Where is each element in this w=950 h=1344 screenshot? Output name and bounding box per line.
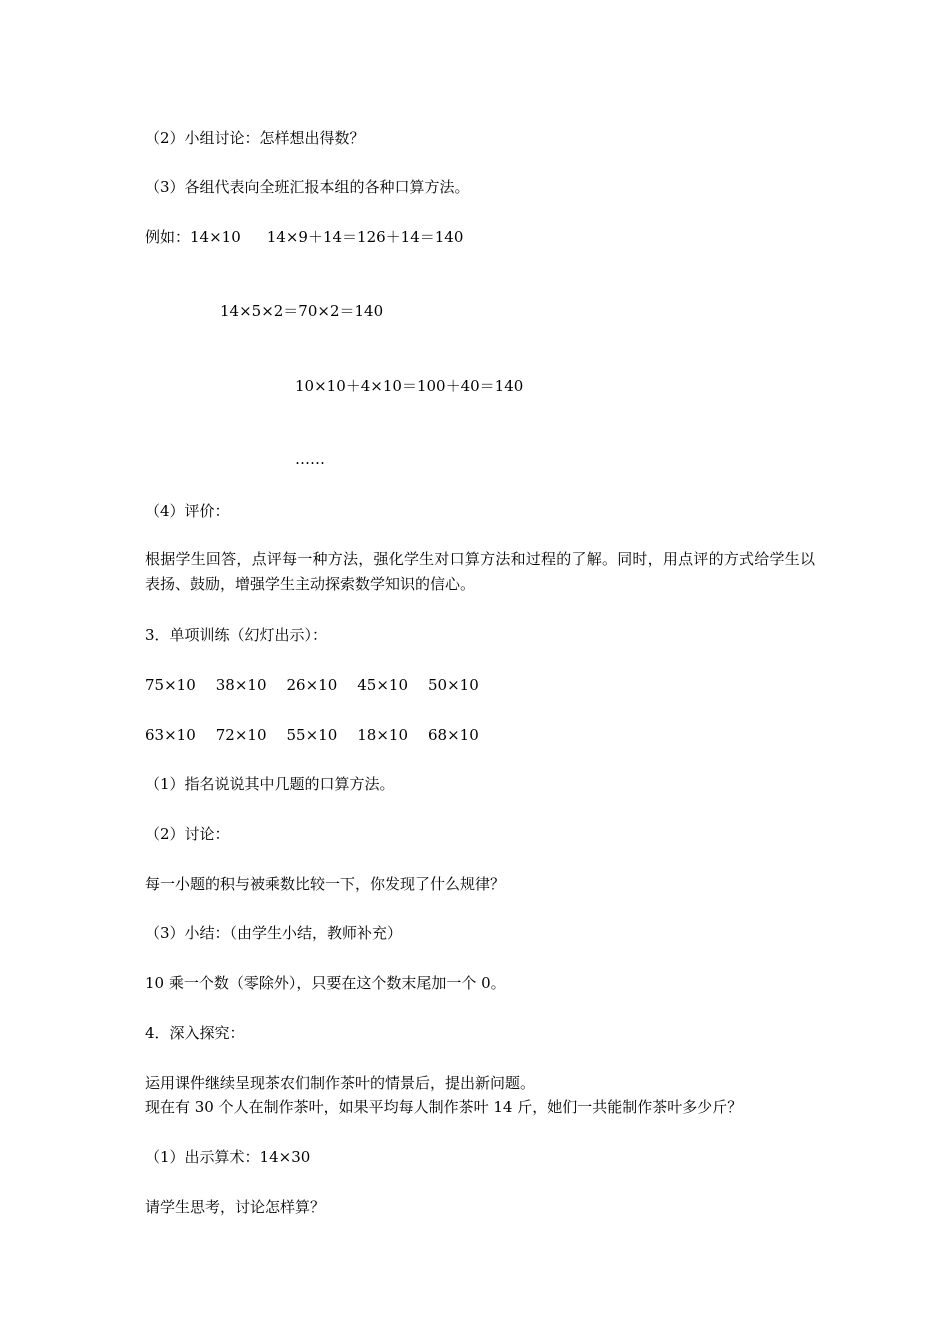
exercise-item: 55×10 <box>286 726 338 744</box>
evaluation-paragraph: 根据学生回答，点评每一种方法，强化学生对口算方法和过程的了解。同时，用点评的方式给学生以表扬、鼓励，增强学生主动探索数学知识的信心。 <box>145 550 815 593</box>
section-4-title: 4．深入探究： <box>145 1024 245 1042</box>
exercise-item: 45×10 <box>357 676 408 694</box>
exercise-item: 50×10 <box>428 676 479 694</box>
exercise-row-1 <box>145 675 479 695</box>
example-label: 例如：14×10 <box>145 228 241 246</box>
discussion-prompt: 每一小题的积与被乘数比较一下，你发现了什么规律？ <box>145 875 506 893</box>
question-3-group-report: （3）各组代表向全班汇报本组的各种口算方法。 <box>145 178 470 196</box>
problem-intro-line-2: 现在有 30 个人在制作茶叶，如果平均每人制作茶叶 14 斤，她们一共能制作茶叶多少斤？ <box>145 1098 743 1116</box>
question-4-evaluation: （4）评价： <box>145 502 230 520</box>
think-prompt: 请学生思考，讨论怎样算？ <box>145 1198 326 1216</box>
example-method-3: 10×10＋4×10＝100＋40＝140 <box>295 377 524 395</box>
question-3-summary: （3）小结：（由学生小结，教师补充） <box>145 924 403 942</box>
question-2-group-discussion: （2）小组讨论：怎样想出得数？ <box>145 129 365 147</box>
question-1-show-expression: （1）出示算术：14×30 <box>145 1148 311 1166</box>
exercise-item: 68×10 <box>428 726 479 744</box>
exercise-item: 18×10 <box>357 726 408 744</box>
exercise-row-2 <box>145 725 479 745</box>
summary-rule: 10 乘一个数（零除外），只要在这个数末尾加一个 0。 <box>145 974 506 992</box>
example-method-2: 14×5×2＝70×2＝140 <box>220 302 384 320</box>
exercise-item: 72×10 <box>215 726 267 744</box>
example-ellipsis: …… <box>295 450 325 468</box>
exercise-item: 38×10 <box>215 676 267 694</box>
example-method-1: 14×9＋14＝126＋14＝140 <box>266 228 464 246</box>
section-3-title: 3．单项训练（幻灯出示）： <box>145 626 328 644</box>
question-2-discussion: （2）讨论： <box>145 825 230 843</box>
exercise-item: 75×10 <box>145 676 196 694</box>
exercise-item: 63×10 <box>145 726 196 744</box>
question-1-explain-method: （1）指名说说其中几题的口算方法。 <box>145 775 395 793</box>
example-line <box>145 227 463 247</box>
problem-intro-line-1: 运用课件继续呈现茶农们制作茶叶的情景后，提出新问题。 <box>145 1074 536 1092</box>
exercise-item: 26×10 <box>286 676 338 694</box>
